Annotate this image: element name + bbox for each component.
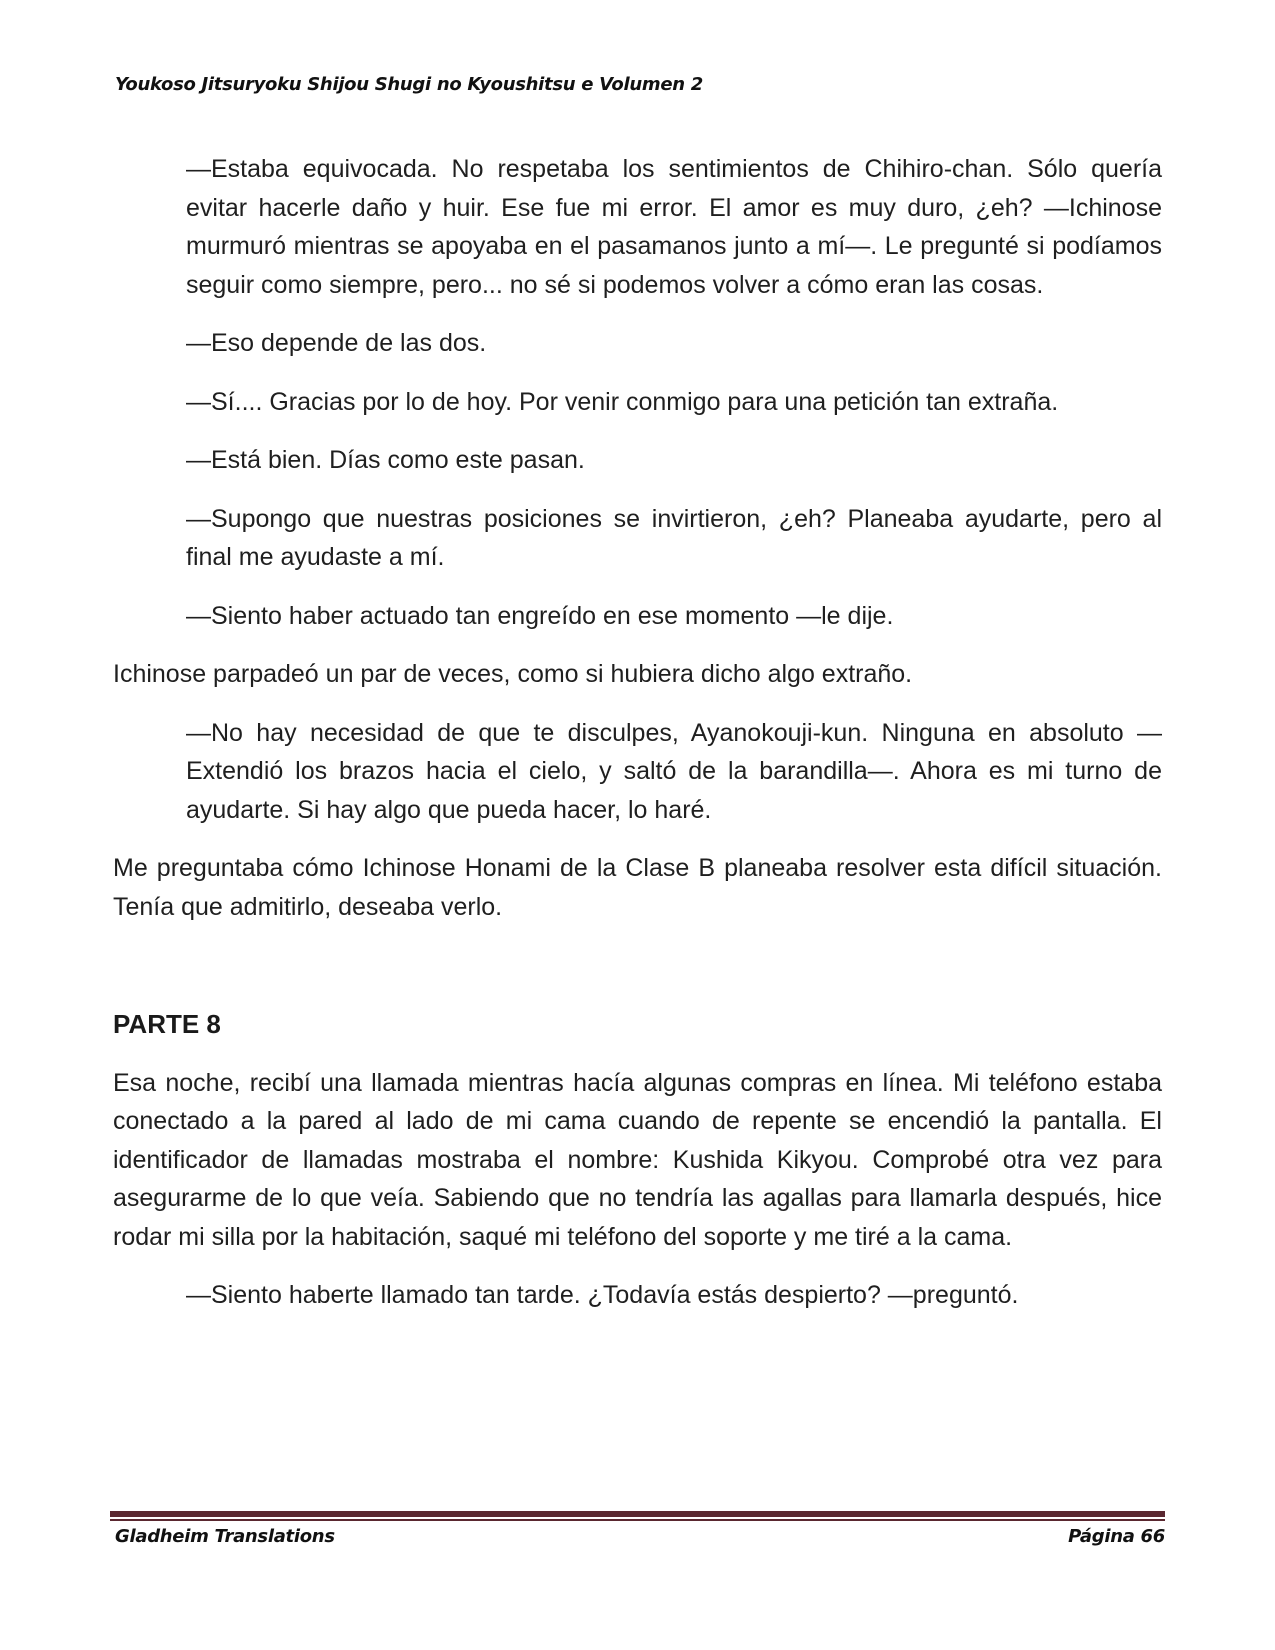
footer-rule-thick — [110, 1511, 1165, 1517]
footer-rule-thin — [110, 1519, 1165, 1521]
section-heading: PARTE 8 — [113, 1009, 221, 1039]
paragraph: Ichinose parpadeó un par de veces, como si hubiera dicho algo extraño. — [113, 660, 913, 688]
paragraph: —Estaba equivocada. No respetaba los sentimientos de Chihiro-chan. Sólo quería evitar hacerle daño y huir. Ese fue mi error. El amor es muy duro, ¿eh? —Ichinose murmuró mientras se apoyaba en el pasamanos junto a mí—. Le pregunté si podíamos seguir como siempre, pero... no sé si podemos volver a cómo eran las cosas. — [186, 155, 1162, 299]
footer-page-number: Página 66 — [1068, 1526, 1165, 1547]
running-header-title: Youkoso Jitsuryoku Shijou Shugi no Kyoushitsu e Volumen 2 — [115, 74, 703, 95]
paragraph: —Eso depende de las dos. — [186, 329, 487, 357]
paragraph: Esa noche, recibí una llamada mientras hacía algunas compras en línea. Mi teléfono estaba conectado a la pared al lado de mi cama cuando de repente se encendió la pantalla. El identificador de llamadas mostraba el nombre: Kushida Kikyou. Comprobé otra vez para asegurarme de lo que veía. Sabiendo que no tendría las agallas para llamarla después, hice rodar mi silla por la habitación, saqué mi teléfono del soporte y me tiré a la cama. — [113, 1068, 1162, 1251]
section-spacer — [113, 946, 1162, 1005]
paragraph: Me preguntaba cómo Ichinose Honami de la Clase B planeaba resolver esta difícil situación. Tenía que admitirlo, deseaba verlo. — [113, 854, 1162, 921]
paragraph: —Está bien. Días como este pasan. — [186, 446, 585, 474]
footer-publisher: Gladheim Translations — [115, 1526, 335, 1547]
paragraph: —No hay necesidad de que te disculpes, Ayanokouji-kun. Ninguna en absoluto —Extendió los brazos hacia el cielo, y saltó de la barandilla—. Ahora es mi turno de ayudarte. Si hay algo que pueda hacer, lo haré. — [186, 718, 1162, 824]
body-text — [113, 150, 1162, 1335]
paragraph: —Siento haberte llamado tan tarde. ¿Todavía estás despierto? —preguntó. — [186, 1281, 1019, 1309]
paragraph: —Sí.... Gracias por lo de hoy. Por venir conmigo para una petición tan extraña. — [186, 387, 1059, 416]
paragraph: —Siento haber actuado tan engreído en ese momento —le dije. — [186, 601, 894, 630]
heading-spacer — [113, 1044, 1162, 1064]
paragraph: —Supongo que nuestras posiciones se invirtieron, ¿eh? Planeaba ayudarte, pero al final me ayudaste a mí. — [186, 504, 1162, 571]
